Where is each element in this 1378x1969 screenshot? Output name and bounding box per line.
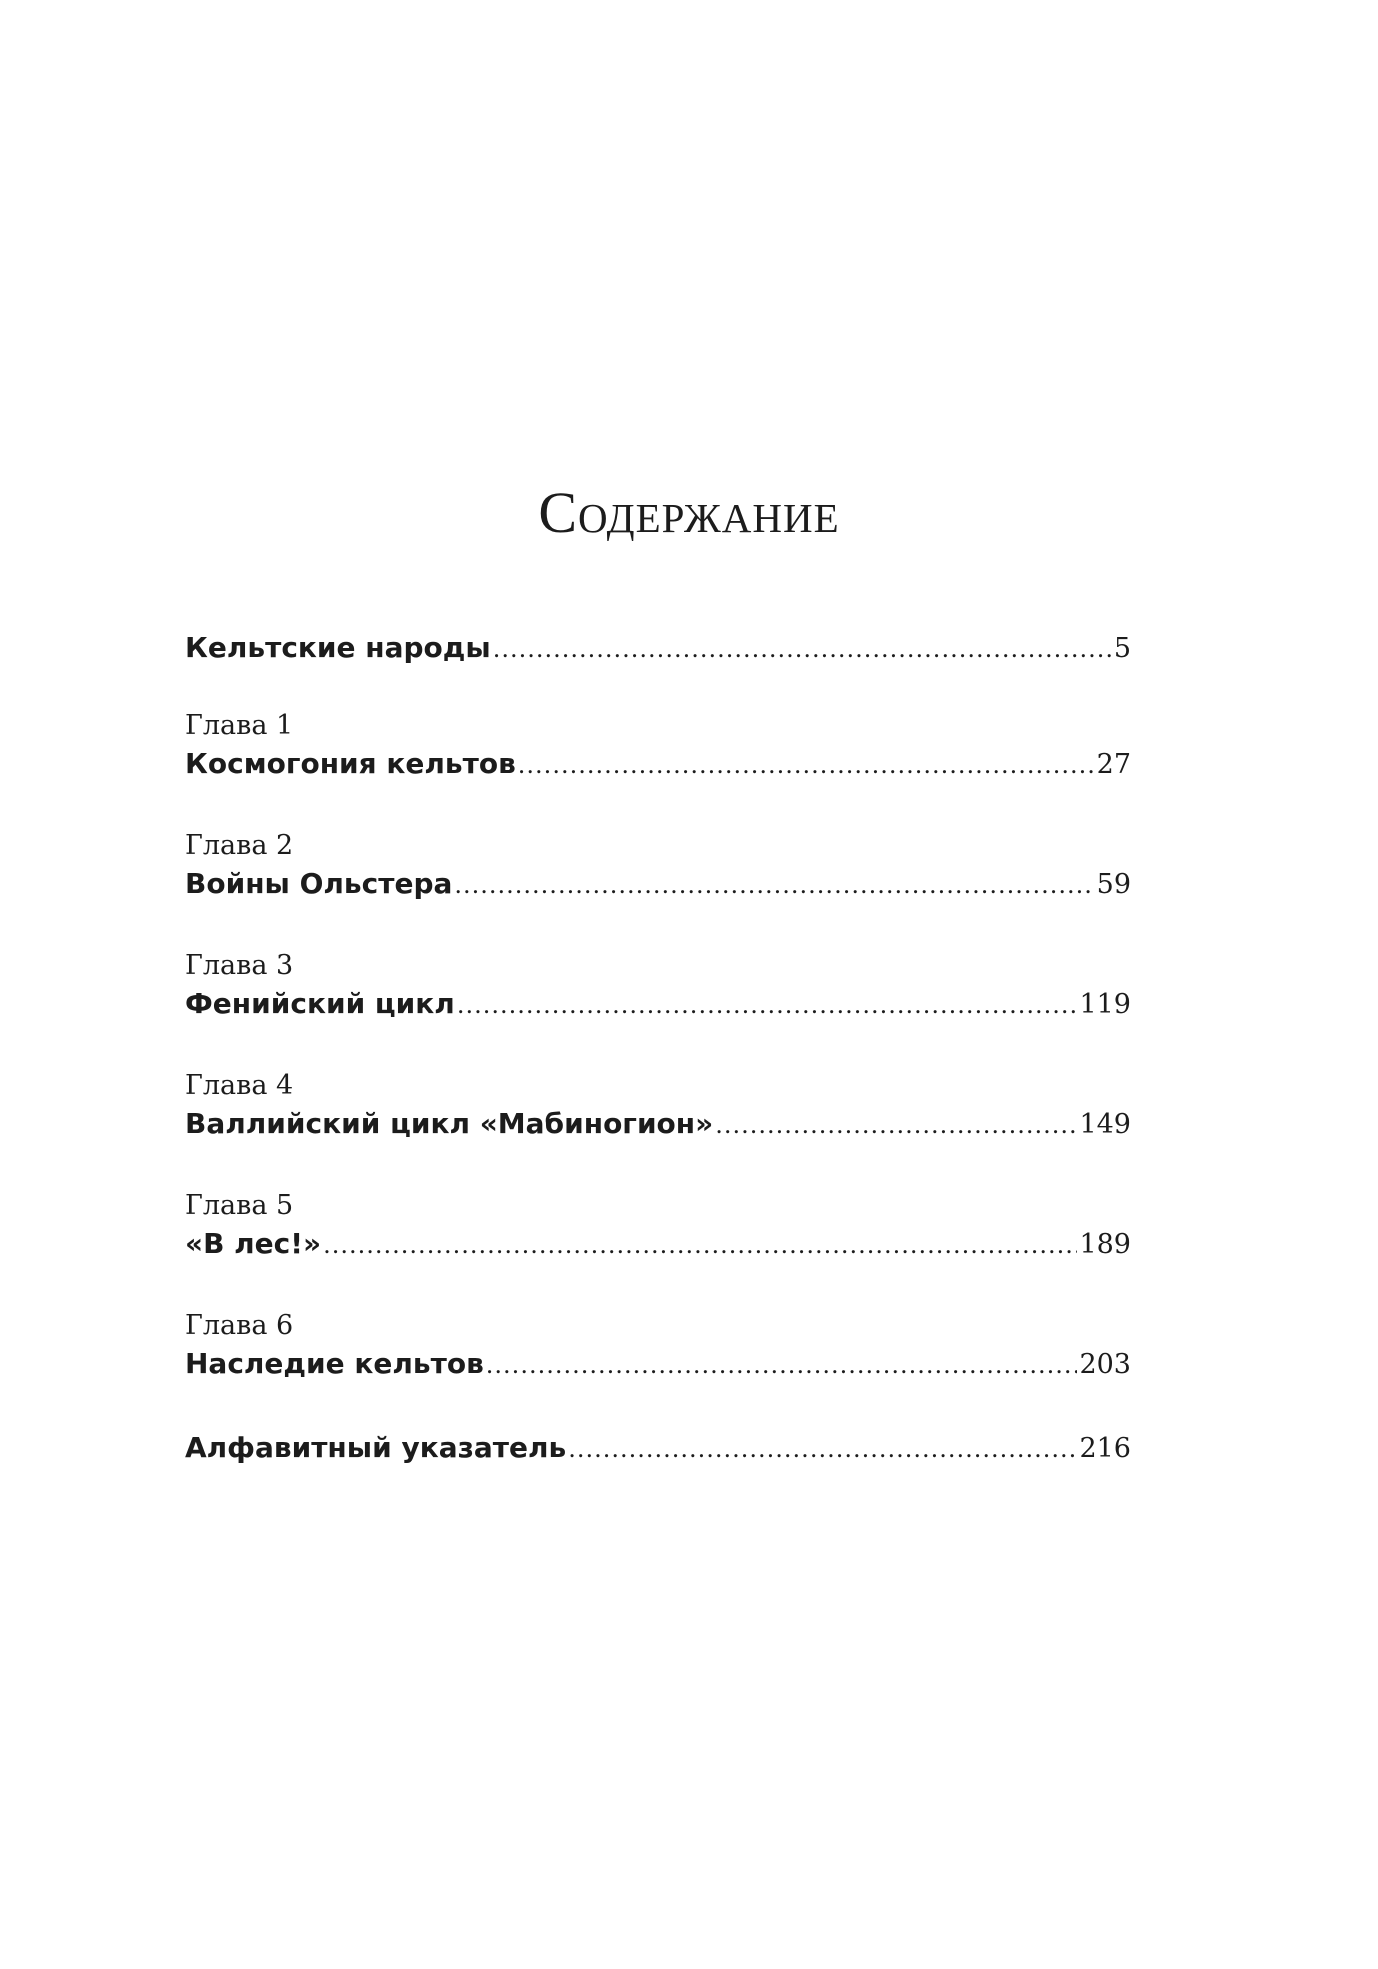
toc-page-number: 216 — [1079, 1433, 1131, 1464]
dot-leader — [518, 745, 1095, 785]
toc-title: Алфавитный указатель — [185, 1431, 567, 1464]
toc-entry-chapter-6 — [185, 1308, 1131, 1384]
chapter-label: Глава 4 — [185, 1070, 294, 1101]
toc-entry-chapter-3 — [185, 948, 1131, 1024]
dot-leader — [486, 1345, 1078, 1385]
toc-entry-chapter-4 — [185, 1068, 1131, 1144]
toc-page-number: 203 — [1079, 1349, 1131, 1380]
toc-entry-chapter-2 — [185, 828, 1131, 904]
toc-page-number: 5 — [1113, 633, 1131, 664]
dot-leader — [568, 1429, 1077, 1469]
dot-leader — [323, 1225, 1077, 1265]
dot-leader — [715, 1105, 1077, 1145]
toc-line[interactable] — [185, 1344, 1131, 1384]
chapter-label: Глава 6 — [185, 1310, 294, 1341]
toc-page-number: 27 — [1096, 749, 1131, 780]
dot-leader — [493, 629, 1112, 669]
toc-entry-index — [185, 1428, 1131, 1468]
chapter-label: Глава 2 — [185, 830, 294, 861]
toc-title: Фенийский цикл — [185, 987, 455, 1020]
page-title: Содержание — [538, 480, 840, 545]
toc-title: «В лес!» — [185, 1227, 322, 1260]
toc-page-number: 149 — [1079, 1109, 1131, 1140]
toc-title: Войны Ольстера — [185, 867, 453, 900]
toc-page-number: 189 — [1079, 1229, 1131, 1260]
toc-line[interactable] — [185, 1224, 1131, 1264]
toc-title: Кельтские народы — [185, 631, 491, 664]
toc-title: Наследие кельтов — [185, 1347, 484, 1380]
chapter-label: Глава 5 — [185, 1190, 294, 1221]
toc-page-number: 119 — [1079, 989, 1131, 1020]
toc-line[interactable] — [185, 864, 1131, 904]
toc-entry-chapter-5 — [185, 1188, 1131, 1264]
toc-line[interactable] — [185, 628, 1131, 668]
toc-line[interactable] — [185, 1428, 1131, 1468]
toc-page-number: 59 — [1096, 869, 1131, 900]
dot-leader — [454, 865, 1094, 905]
toc-entry-intro — [185, 628, 1131, 668]
chapter-label: Глава 3 — [185, 950, 294, 981]
chapter-label: Глава 1 — [185, 710, 294, 741]
toc-line[interactable] — [185, 984, 1131, 1024]
toc-line[interactable] — [185, 744, 1131, 784]
toc-title: Космогония кельтов — [185, 747, 516, 780]
toc-entry-chapter-1 — [185, 708, 1131, 784]
toc-title: Валлийский цикл «Мабиногион» — [185, 1107, 714, 1140]
dot-leader — [457, 985, 1078, 1025]
toc-line[interactable] — [185, 1104, 1131, 1144]
